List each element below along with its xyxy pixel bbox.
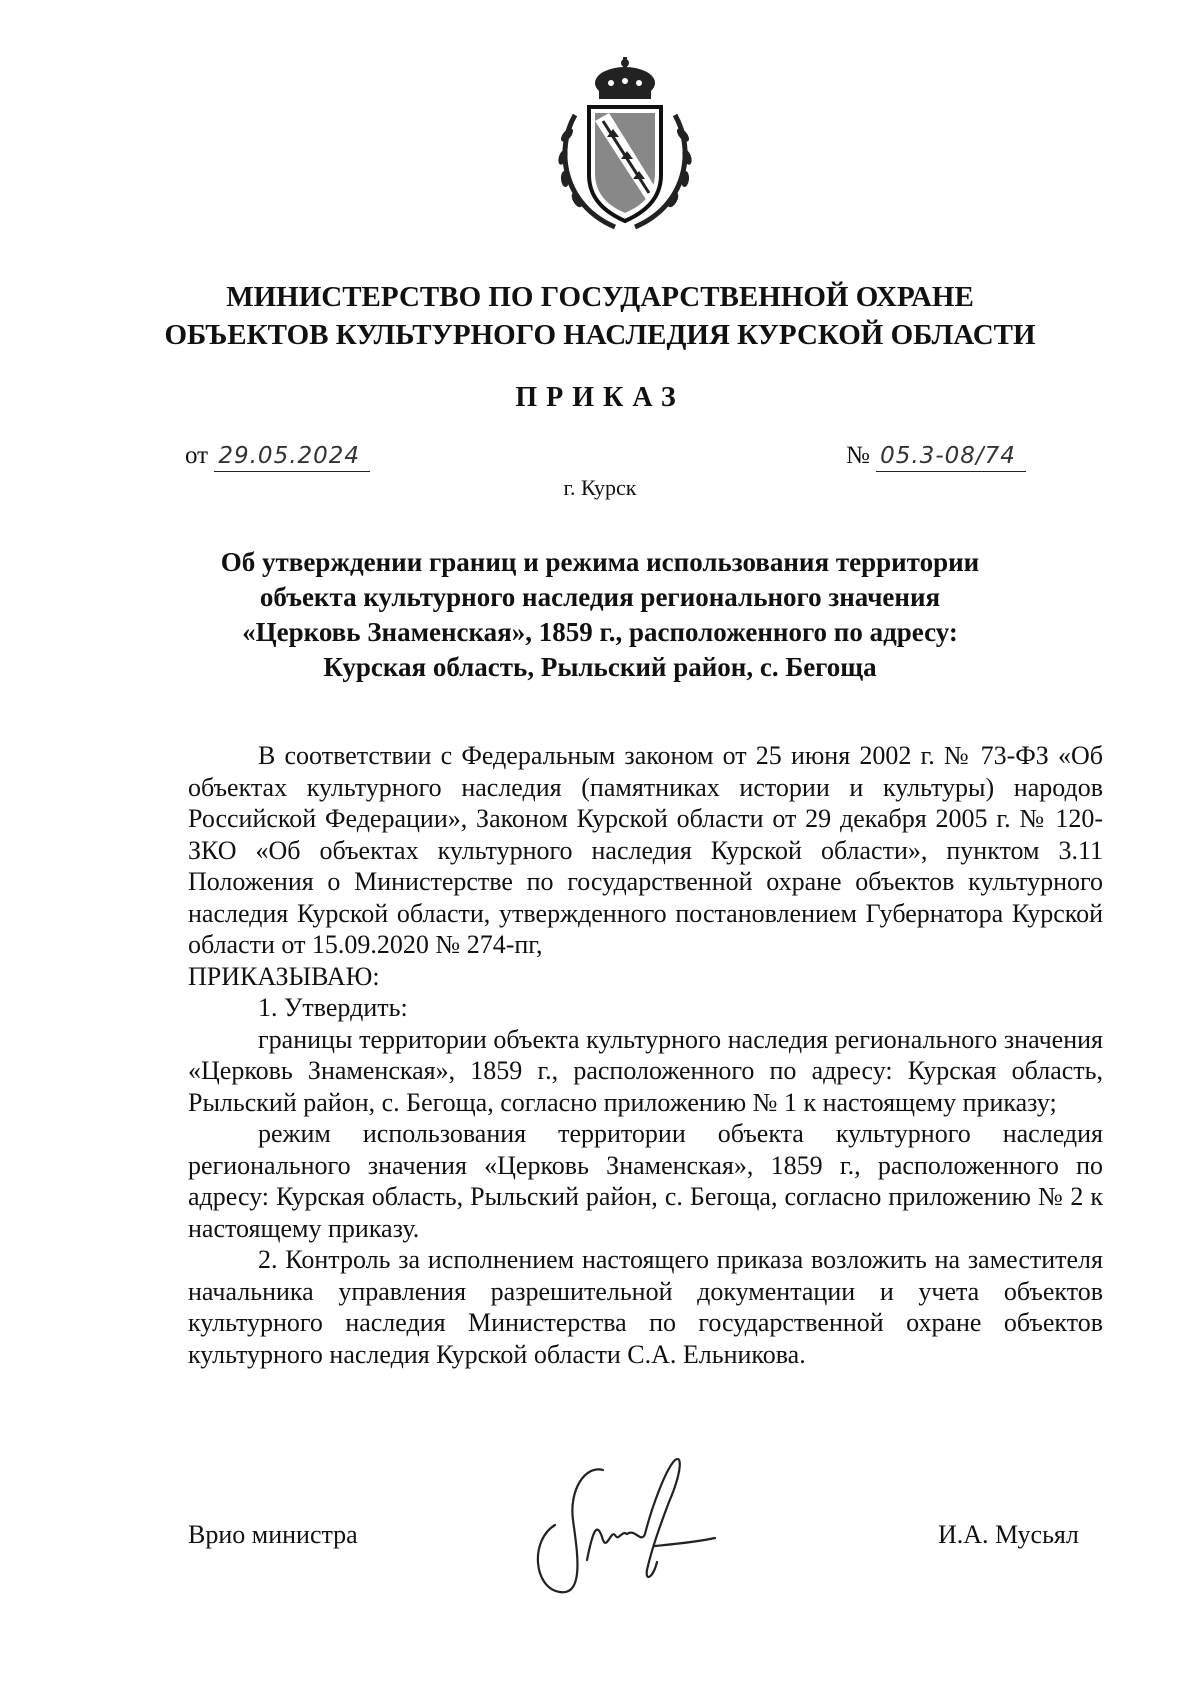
date-value: 29.05.2024 bbox=[214, 443, 370, 472]
order-subject bbox=[0, 545, 1200, 685]
signature-icon bbox=[515, 1450, 730, 1600]
order-number bbox=[846, 442, 1026, 472]
subject-line1: Об утверждении границ и режима использования территории bbox=[220, 547, 980, 577]
ministry-name-line2: ОБЪЕКТОВ КУЛЬТУРНОГО НАСЛЕДИЯ КУРСКОЙ ОБЛАСТИ bbox=[164, 319, 1036, 351]
order-title: ПРИКАЗ bbox=[515, 382, 685, 413]
item-1-boundaries: границы территории объекта культурного наследия регионального значения «Церковь Знаменская», 1859 г., расположенного по адресу: Курская область, Рыльский район, с. Бегоща, согласно приложению № 1 к настоящему приказу; bbox=[188, 1024, 1103, 1117]
order-body bbox=[188, 740, 1103, 1370]
signatory-position: Врио министра bbox=[188, 1520, 358, 1549]
order-word: ПРИКАЗЫВАЮ: bbox=[188, 961, 380, 991]
item-1-regime: режим использования территории объекта культурного наследия регионального значения «Церковь Знаменская», 1859 г., расположенного по адресу: Курская область, Рыльский район, с. Бегоща, согласно приложению № 2 к настоящему приказу. bbox=[188, 1119, 1103, 1243]
subject-line2: объекта культурного наследия регионального значения bbox=[259, 582, 941, 612]
city: г. Курск bbox=[563, 475, 637, 500]
ministry-name-line1: МИНИСТЕРСТВО ПО ГОСУДАРСТВЕННОЙ ОХРАНЕ bbox=[226, 281, 974, 313]
item-1-heading: 1. Утвердить: bbox=[258, 993, 408, 1022]
date-prefix: от bbox=[185, 442, 209, 469]
preamble-paragraph: В соответствии с Федеральным законом от 25 июня 2002 г. № 73-ФЗ «Об объектах культурного наследия (памятниках истории и культуры) народов Российской Федерации», Законом Курской области от 29 декабря 2005 г. № 120-ЗКО «Об объектах культурного наследия Курской области», пунктом 3.11 Положения о Министерстве по государственной охране объектов культурного наследия Курской области, утвержденного постановлением Губернатора Курской области от 15.09.2020 № 274-пг, bbox=[188, 741, 1103, 959]
number-prefix: № bbox=[846, 442, 870, 469]
number-value: 05.3-08/74 bbox=[876, 443, 1026, 472]
signatory-name: И.А. Мусьял bbox=[938, 1520, 1079, 1549]
order-date bbox=[185, 442, 370, 472]
coat-of-arms-icon bbox=[545, 55, 705, 235]
ministry-name bbox=[0, 278, 1200, 354]
item-2-control: 2. Контроль за исполнением настоящего приказа возложить на заместителя начальника управления разрешительной документации и учета объектов культурного наследия Министерства по государственной охране объектов культурного наследия Курской области С.А. Ельникова. bbox=[188, 1245, 1103, 1369]
subject-line3: «Церковь Знаменская», 1859 г., расположенного по адресу: bbox=[242, 617, 958, 647]
subject-line4: Курская область, Рыльский район, с. Бегоща bbox=[323, 652, 877, 682]
